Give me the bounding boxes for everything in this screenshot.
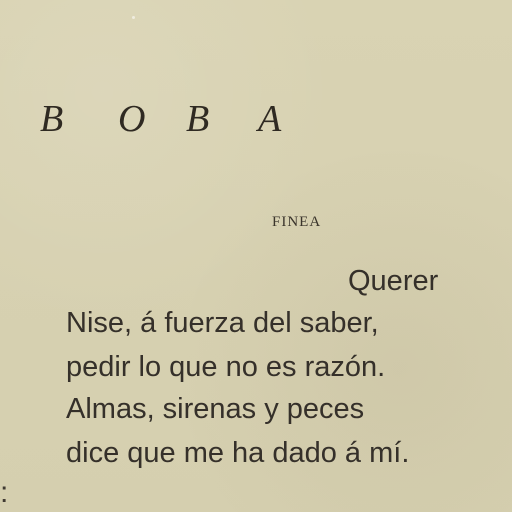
running-title-letter: A	[258, 98, 282, 140]
running-title-letter: B	[40, 98, 64, 140]
verse-line-5: dice que me ha dado á mí.	[66, 437, 410, 469]
verse-line-3: pedir lo que no es razón.	[66, 351, 386, 383]
paper-speck	[132, 16, 135, 19]
speaker-name: FINEA	[272, 214, 322, 230]
running-title	[40, 96, 300, 142]
margin-mark: :	[0, 476, 9, 509]
verse-line-4: Almas, sirenas y peces	[66, 393, 365, 425]
verse-line-1: Querer	[348, 265, 439, 297]
running-title-letter: O	[118, 98, 146, 140]
verse-line-2: Nise, á fuerza del saber,	[66, 307, 379, 339]
running-title-letter: B	[186, 98, 210, 140]
